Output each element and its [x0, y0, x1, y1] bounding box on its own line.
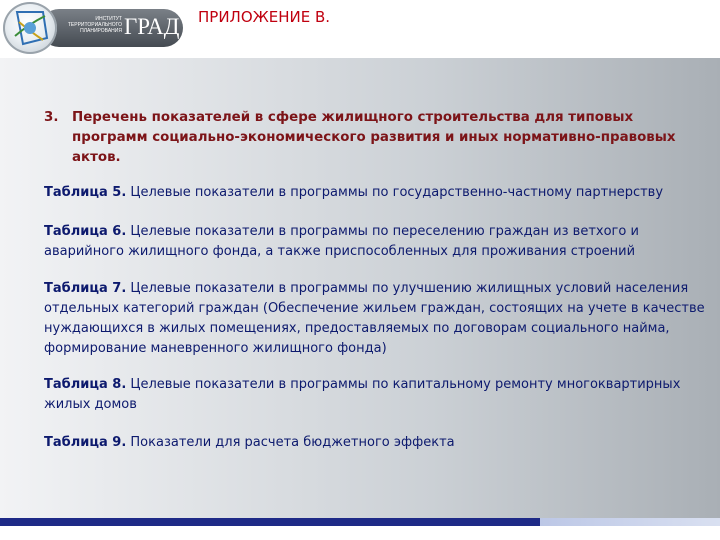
globe-logo-icon [3, 2, 57, 54]
list-item [44, 183, 712, 203]
header [0, 0, 720, 58]
logo-subtitle [66, 16, 122, 34]
logo-subtitle-line: ИНСТИТУТ [95, 16, 122, 22]
section-heading [44, 108, 704, 168]
item-text: Показатели для расчета бюджетного эффекта [130, 435, 455, 450]
list-item [44, 433, 712, 453]
item-label: Таблица 9. [44, 435, 127, 450]
item-label: Таблица 8. [44, 377, 127, 392]
section-heading-text: Перечень показателей в сфере жилищного строительства для типовых программ социально-экономического развития и иных нормативно-правовых актов. [72, 110, 676, 165]
logo-subtitle-line: ПЛАНИРОВАНИЯ [80, 28, 122, 34]
item-text: Целевые показатели в программы по государственно-частному партнерству [130, 185, 664, 200]
page-title: ПРИЛОЖЕНИЕ В. [198, 8, 331, 26]
list-item [44, 375, 712, 415]
item-text: Целевые показатели в программы по улучшению жилищных условий населения отдельных категорий граждан (Обеспечение жильем граждан, состоящих на учете в качестве нуждающихся в жилых помещениях, предоставляемых по договорам социального найма, формирование маневренного жилищного фонда) [44, 281, 705, 356]
globe-logo-graphic [3, 2, 57, 54]
footer [0, 526, 720, 540]
footer-accent-bar [0, 518, 720, 526]
section-number: 3. [44, 110, 59, 125]
list-item [44, 279, 712, 359]
item-text: Целевые показатели в программы по капитальному ремонту многоквартирных жилых домов [44, 377, 681, 412]
item-label: Таблица 5. [44, 185, 127, 200]
list-item [44, 222, 712, 262]
item-label: Таблица 6. [44, 224, 127, 239]
logo [0, 0, 185, 56]
item-label: Таблица 7. [44, 281, 127, 296]
item-text: Целевые показатели в программы по переселению граждан из ветхого и аварийного жилищного фонда, а также приспособленных для проживания строений [44, 224, 639, 259]
logo-subtitle-line: ТЕРРИТОРИАЛЬНОГО [67, 22, 122, 28]
logo-brand: ГРАД [124, 14, 180, 39]
